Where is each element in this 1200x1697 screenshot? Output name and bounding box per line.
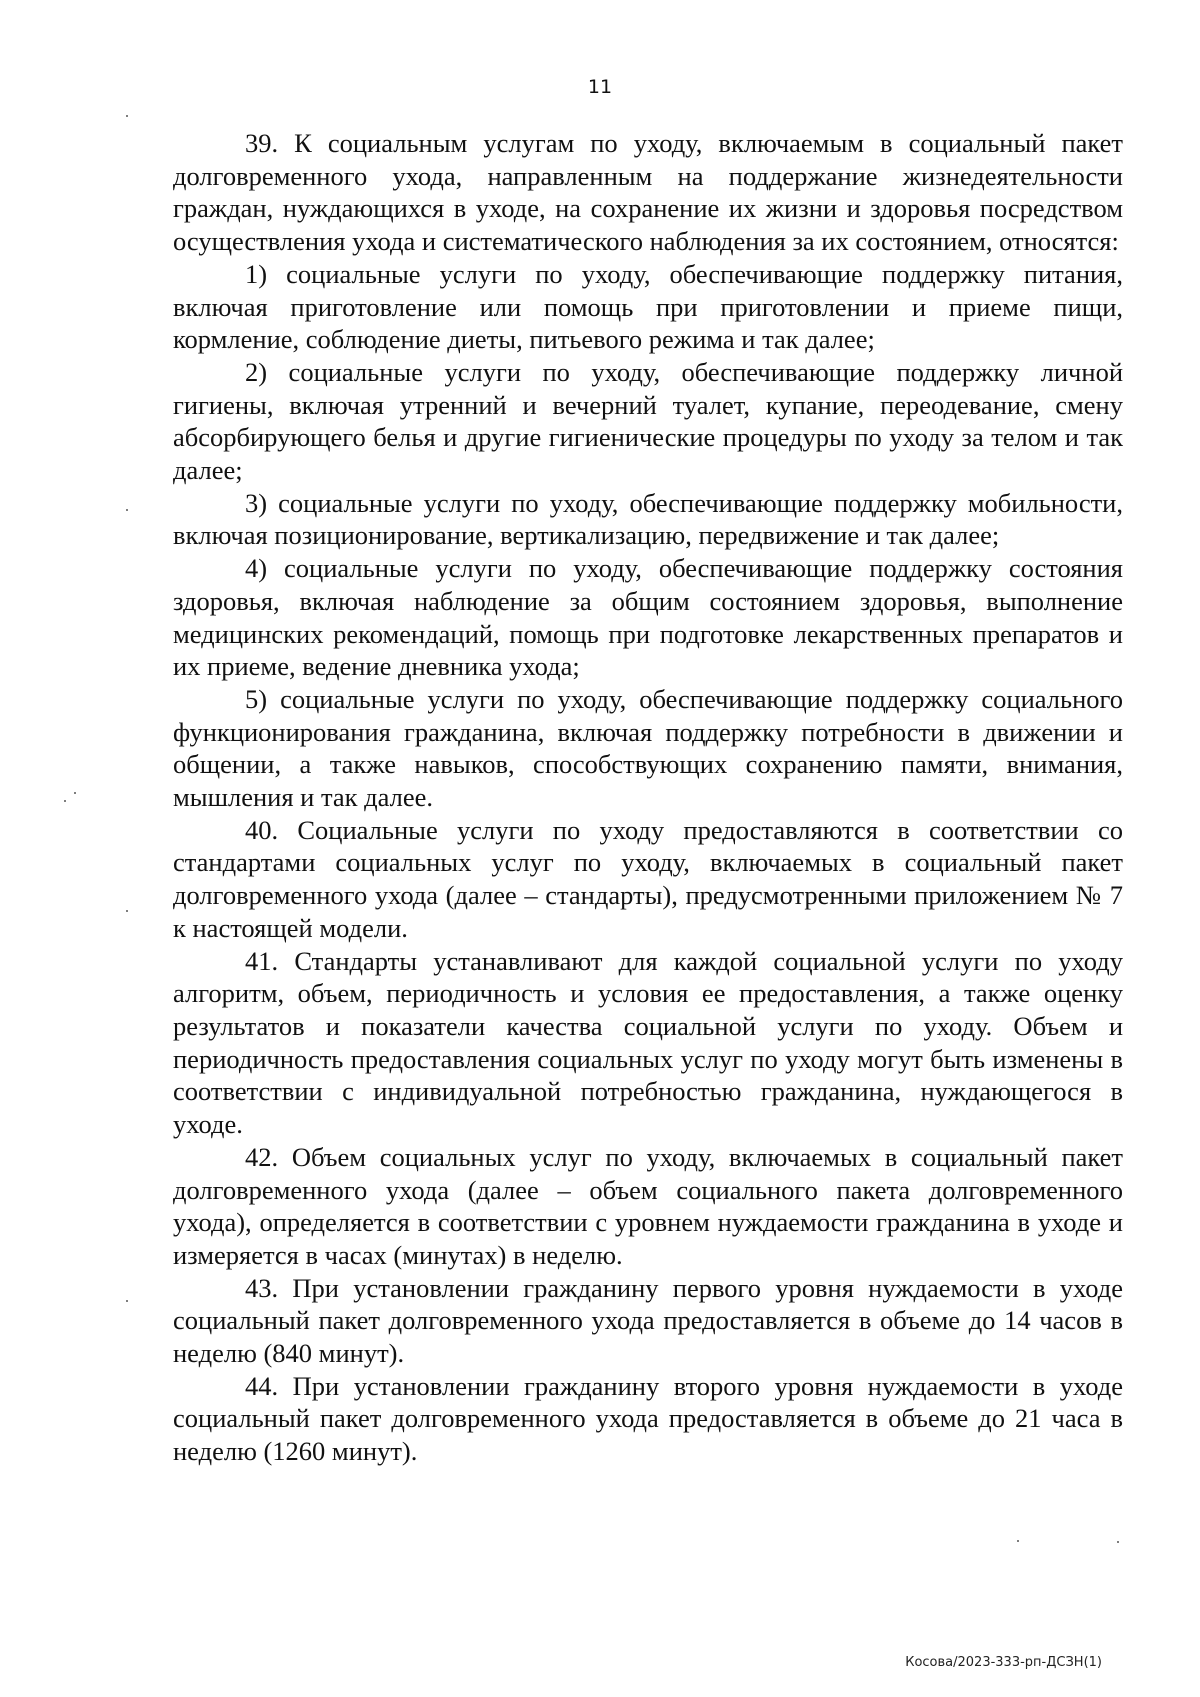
paragraph-39: 39. К социальным услугам по уходу, включаемым в социальный пакет долговременного ухода, направленным на поддержание жизнедеятельности граждан, нуждающихся в уходе, на сохранение их жизни и здоровья посредством осуществления ухода и систематического наблюдения за их состоянием, относятся:: [173, 128, 1123, 257]
paragraph-43: 43. При установлении гражданину первого уровня нуждаемости в уходе социальный пакет долговременного ухода предоставляется в объеме до 14 часов в неделю (840 минут).: [173, 1272, 1123, 1369]
document-code: Косова/2023-333-рп-ДСЗН(1): [905, 1655, 1102, 1670]
list-item-3: 3) социальные услуги по уходу, обеспечивающие поддержку мобильности, включая позиционирование, вертикализацию, передвижение и так далее;: [173, 487, 1123, 551]
scan-speck: [1017, 1540, 1019, 1542]
document-body: [173, 127, 1123, 1468]
scan-speck: [64, 800, 66, 802]
scan-speck: [126, 1300, 128, 1302]
list-item-4: 4) социальные услуги по уходу, обеспечивающие поддержку состояния здоровья, включая наблюдение за общим состоянием здоровья, выполнение медицинских рекомендаций, помощь при подготовке лекарственных препаратов и их приеме, ведение дневника ухода;: [173, 553, 1123, 682]
paragraph-41: 41. Стандарты устанавливают для каждой социальной услуги по уходу алгоритм, объем, периодичность и условия ее предоставления, а также оценку результатов и показатели качества социальной услуги по уходу. Объем и периодичность предоставления социальных услуг по уходу могут быть изменены в соответствии с индивидуальной потребностью гражданина, нуждающегося в уходе.: [173, 945, 1123, 1140]
list-item-5: 5) социальные услуги по уходу, обеспечивающие поддержку социального функционирования гражданина, включая поддержку потребности в движении и общении, а также навыков, способствующих сохранению памяти, внимания, мышления и так далее.: [173, 683, 1123, 813]
paragraph-40: 40. Социальные услуги по уходу предоставляются в соответствии со стандартами социальных услуг по уходу, включаемых в социальный пакет долговременного ухода (далее – стандарты), предусмотренными приложением № 7 к настоящей модели.: [173, 814, 1123, 943]
scan-speck: [1117, 1541, 1119, 1543]
scan-speck: [74, 792, 76, 794]
list-item-1: 1) социальные услуги по уходу, обеспечивающие поддержку питания, включая приготовление или помощь при приготовлении и приеме пищи, кормление, соблюдение диеты, питьевого режима и так далее;: [173, 258, 1123, 355]
list-item-2: 2) социальные услуги по уходу, обеспечивающие поддержку личной гигиены, включая утренний и вечерний туалет, купание, переодевание, смену абсорбирующего белья и другие гигиенические процедуры по уходу за телом и так далее;: [173, 356, 1123, 486]
page-number: 11: [587, 76, 613, 98]
paragraph-44: 44. При установлении гражданину второго уровня нуждаемости в уходе социальный пакет долговременного ухода предоставляется в объеме до 21 часа в неделю (1260 минут).: [173, 1370, 1123, 1467]
scan-speck: [126, 509, 128, 511]
scan-speck: [126, 910, 128, 912]
paragraph-42: 42. Объем социальных услуг по уходу, включаемых в социальный пакет долговременного ухода (далее – объем социального пакета долговременного ухода), определяется в соответствии с уровнем нуждаемости гражданина в уходе и измеряется в часах (минутах) в неделю.: [173, 1141, 1123, 1270]
scan-speck: [126, 115, 128, 117]
